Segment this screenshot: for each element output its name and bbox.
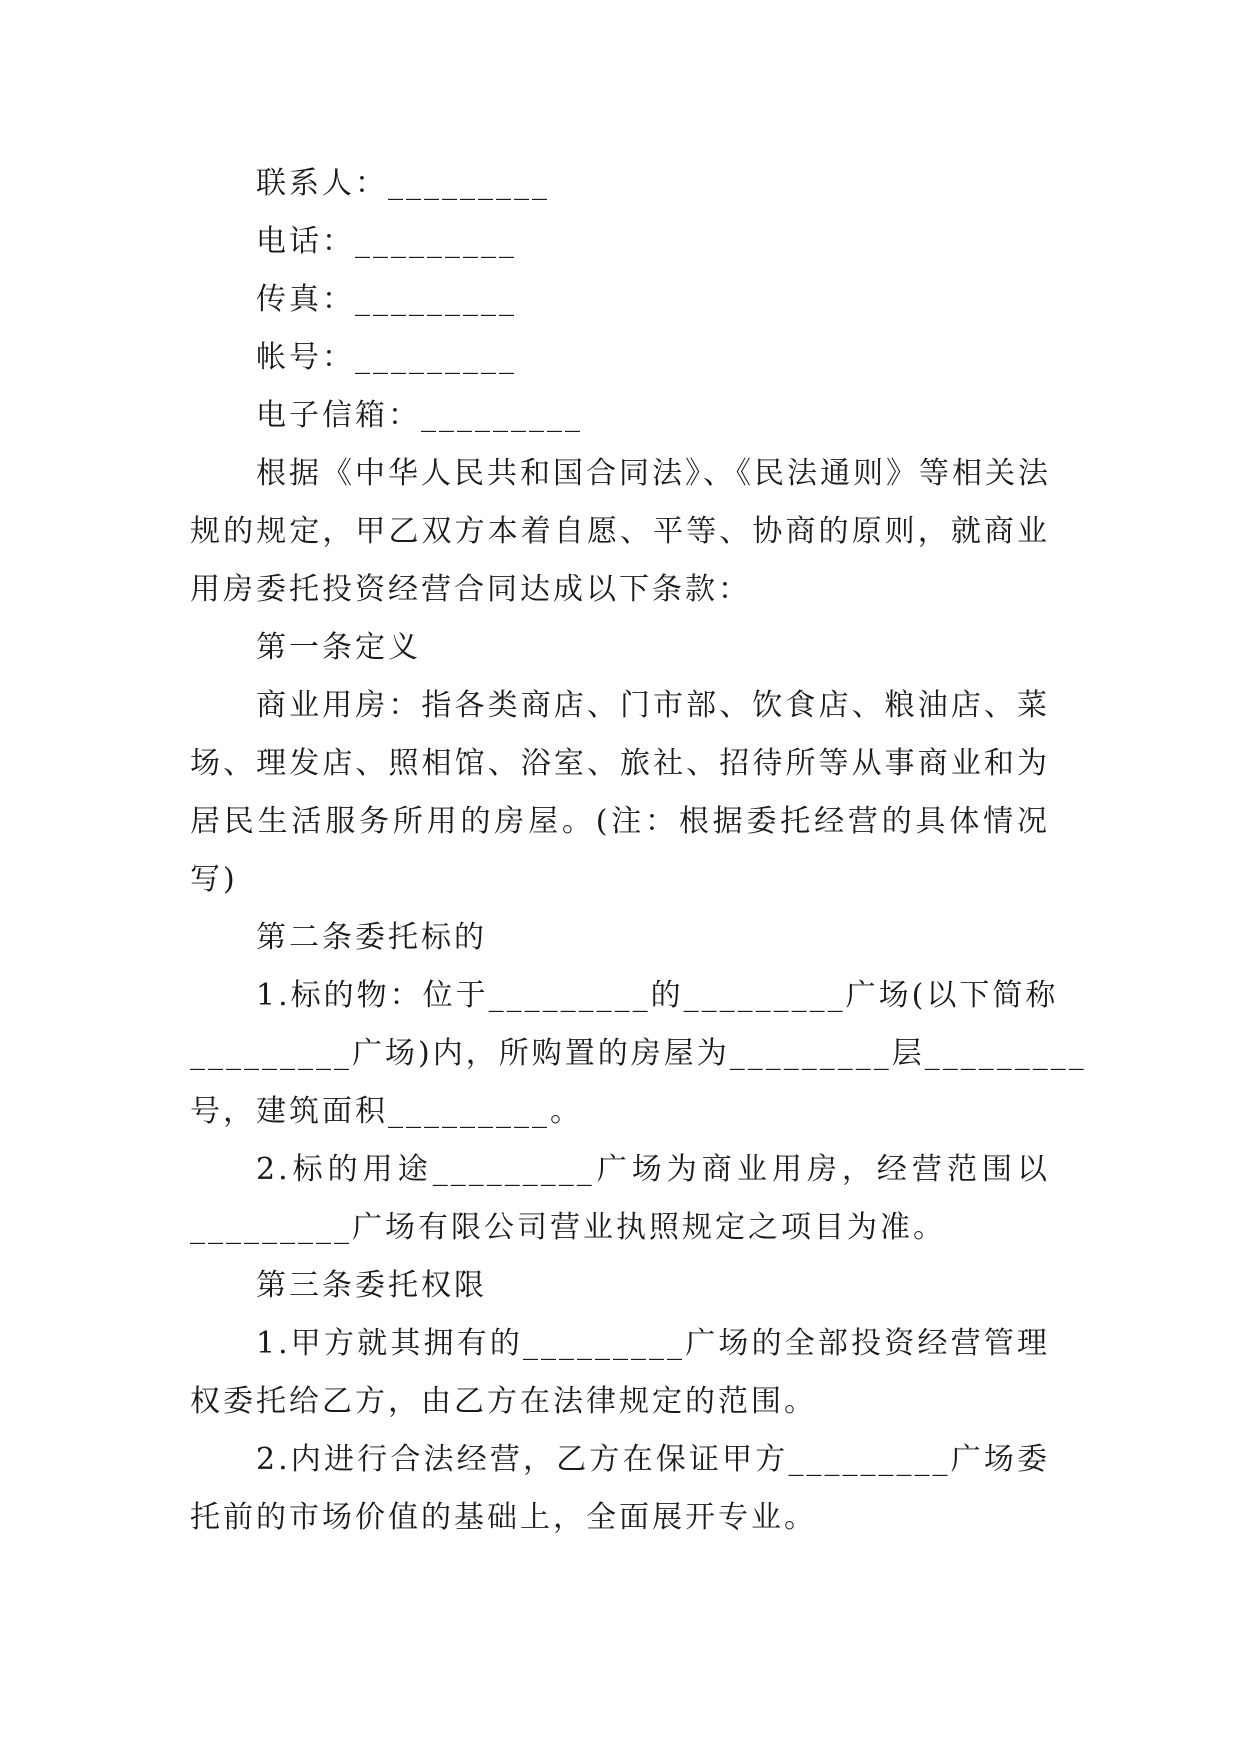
subject-matter-line: _________广场)内，所购置的房屋为_________层_________ <box>190 1036 1087 1071</box>
phone-line: 电话：_________ <box>256 224 517 259</box>
article-three-heading: 第三条委托权限 <box>256 1268 487 1303</box>
authority-line: 托前的市场价值的基础上，全面展开专业。 <box>190 1500 817 1535</box>
authority-line: 2.内进行合法经营，乙方在保证甲方_________广场委 <box>256 1442 1050 1477</box>
definition-paragraph-line: 场、理发店、照相馆、浴室、旅社、招待所等从事商业和为 <box>190 746 1050 781</box>
fax-line: 传真：_________ <box>256 282 517 317</box>
subject-use-line: 2.标的用途_________广场为商业用房，经营范围以 <box>256 1152 1050 1187</box>
authority-line: 权委托给乙方，由乙方在法律规定的范围。 <box>190 1384 817 1419</box>
article-two-heading: 第二条委托标的 <box>256 920 487 955</box>
contact-person-line: 联系人：_________ <box>256 166 550 201</box>
article-one-heading: 第一条定义 <box>256 630 421 665</box>
definition-paragraph-line: 商业用房：指各类商店、门市部、饮食店、粮油店、菜 <box>256 688 1050 723</box>
account-line: 帐号：_________ <box>256 340 517 375</box>
subject-matter-line: 1.标的物：位于_________的_________广场(以下简称 <box>256 978 1059 1013</box>
subject-use-line: _________广场有限公司营业执照规定之项目为准。 <box>190 1210 946 1245</box>
intro-paragraph-line: 用房委托投资经营合同达成以下条款： <box>190 572 751 607</box>
intro-paragraph-line: 根据《中华人民共和国合同法》、《民法通则》等相关法 <box>256 456 1051 491</box>
definition-paragraph-line: 居民生活服务所用的房屋。(注：根据委托经营的具体情况 <box>190 804 1050 839</box>
subject-matter-line: 号，建筑面积_________。 <box>190 1094 583 1129</box>
email-line: 电子信箱：_________ <box>256 398 583 433</box>
intro-paragraph-line: 规的规定，甲乙双方本着自愿、平等、协商的原则，就商业 <box>190 514 1050 549</box>
definition-paragraph-line: 写) <box>190 862 238 897</box>
authority-line: 1.甲方就其拥有的_________广场的全部投资经营管理 <box>256 1326 1050 1361</box>
